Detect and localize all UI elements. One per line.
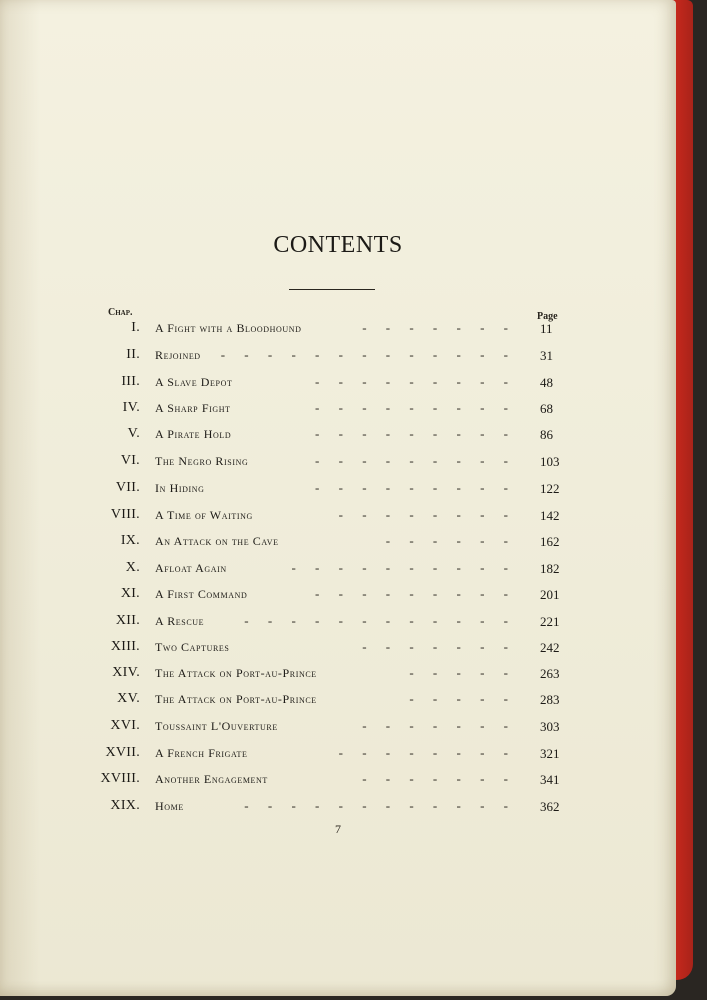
- chapter-number: XIV.: [112, 665, 140, 680]
- page-column-header: Page: [537, 311, 558, 322]
- dot-leader: - - - - - - - - -: [315, 374, 516, 389]
- chapter-page-number: 182: [540, 561, 560, 576]
- toc-entry: [0, 665, 676, 687]
- toc-entry: [0, 374, 676, 396]
- chapter-page-number: 86: [540, 427, 553, 442]
- toc-entry: [0, 320, 676, 342]
- chapter-number: III.: [121, 374, 140, 389]
- dot-leader: - - - - -: [409, 691, 516, 706]
- chapter-page-number: 48: [540, 375, 553, 390]
- chapter-title: A French Frigate: [155, 746, 248, 760]
- chapter-page-number: 283: [540, 692, 560, 707]
- chapter-page-number: 142: [540, 508, 560, 523]
- dot-leader: - - - - - - - - - - - -: [244, 798, 516, 813]
- toc-entry: [0, 639, 676, 661]
- chapter-title: A First Command: [155, 587, 248, 601]
- chapter-page-number: 68: [540, 401, 553, 416]
- chapter-title: In Hiding: [155, 481, 205, 495]
- chapter-number: VI.: [120, 453, 140, 468]
- chapter-title: Toussaint L'Ouverture: [155, 719, 278, 733]
- dot-leader: - - - - - - - - -: [315, 453, 516, 468]
- chapter-number: XIX.: [110, 798, 140, 813]
- toc-entry: [0, 560, 676, 582]
- dot-leader: - - - - - - - -: [338, 507, 516, 522]
- dot-leader: - - - - - - - - -: [315, 480, 516, 495]
- page-title: CONTENTS: [273, 232, 403, 258]
- chapter-title: A Pirate Hold: [155, 427, 232, 441]
- dot-leader: - - - - - - - - - - - - -: [220, 347, 516, 362]
- chapter-number: VIII.: [110, 507, 140, 522]
- chapter-page-number: 31: [540, 348, 553, 363]
- chapter-title: An Attack on the Cave: [155, 534, 279, 548]
- chapter-number: XVIII.: [100, 771, 140, 786]
- chapter-title: Two Captures: [155, 640, 230, 654]
- chapter-page-number: 221: [540, 614, 560, 629]
- chapter-number: XIII.: [110, 639, 140, 654]
- chapter-number: XV.: [117, 691, 140, 706]
- chapter-page-number: 321: [540, 746, 560, 761]
- chapter-page-number: 303: [540, 719, 560, 734]
- toc-entry: [0, 426, 676, 448]
- chapter-number: XVII.: [105, 745, 140, 760]
- dot-leader: - - - - - - - - -: [315, 426, 516, 441]
- chapter-number: XVI.: [110, 718, 140, 733]
- chapter-number: IX.: [120, 533, 140, 548]
- toc-entry: [0, 718, 676, 740]
- dot-leader: - - - - - - - - - -: [291, 560, 516, 575]
- chapter-page-number: 263: [540, 666, 560, 681]
- toc-entry: [0, 480, 676, 502]
- chapter-title: Another Engagement: [155, 772, 268, 786]
- chapter-title: Home: [155, 799, 184, 813]
- dot-leader: - - - - - - - - -: [315, 586, 516, 601]
- dot-leader: - - - - - - - -: [338, 745, 516, 760]
- chapter-number: V.: [127, 426, 140, 441]
- chapter-number: X.: [125, 560, 140, 575]
- chapter-page-number: 201: [540, 587, 560, 602]
- toc-entry: [0, 453, 676, 475]
- chapter-title: The Attack on Port-au-Prince: [155, 666, 317, 680]
- toc-entry: [0, 691, 676, 713]
- chapter-number: II.: [126, 347, 140, 362]
- toc-entry: [0, 347, 676, 369]
- dot-leader: - - - - - - -: [362, 718, 516, 733]
- chapter-page-number: 122: [540, 481, 560, 496]
- chapter-page-number: 11: [540, 321, 553, 336]
- chapter-title: A Slave Depot: [155, 375, 233, 389]
- chapter-title: The Attack on Port-au-Prince: [155, 692, 317, 706]
- dot-leader: - - - - - - - - -: [315, 400, 516, 415]
- dot-leader: - - - - - - -: [362, 320, 516, 335]
- toc-entry: [0, 771, 676, 793]
- chapter-page-number: 362: [540, 799, 560, 814]
- toc-entry: [0, 613, 676, 635]
- toc-entry: [0, 586, 676, 608]
- chapter-title: Rejoined: [155, 348, 201, 362]
- title-rule: [289, 289, 375, 290]
- chapter-number: I.: [131, 320, 140, 335]
- chapter-column-header: Chap.: [108, 307, 133, 318]
- dot-leader: - - - - - -: [385, 533, 516, 548]
- chapter-title: A Rescue: [155, 614, 205, 628]
- chapter-number: VII.: [115, 480, 140, 495]
- chapter-title: A Sharp Fight: [155, 401, 231, 415]
- page-number: 7: [335, 822, 341, 836]
- toc-entry: [0, 400, 676, 422]
- chapter-page-number: 242: [540, 640, 560, 655]
- toc-entry: [0, 745, 676, 767]
- dot-leader: - - - - - - - - - - - -: [244, 613, 516, 628]
- toc-entry: [0, 507, 676, 529]
- chapter-title: A Fight with a Bloodhound: [155, 321, 302, 335]
- toc-entry: [0, 533, 676, 555]
- chapter-number: XII.: [115, 613, 140, 628]
- chapter-title: Afloat Again: [155, 561, 227, 575]
- chapter-page-number: 341: [540, 772, 560, 787]
- chapter-title: The Negro Rising: [155, 454, 249, 468]
- toc-entry: [0, 798, 676, 820]
- chapter-number: XI.: [120, 586, 140, 601]
- chapter-number: IV.: [122, 400, 140, 415]
- chapter-page-number: 162: [540, 534, 560, 549]
- chapter-title: A Time of Waiting: [155, 508, 253, 522]
- dot-leader: - - - - -: [409, 665, 516, 680]
- dot-leader: - - - - - - -: [362, 771, 516, 786]
- chapter-page-number: 103: [540, 454, 560, 469]
- dot-leader: - - - - - - -: [362, 639, 516, 654]
